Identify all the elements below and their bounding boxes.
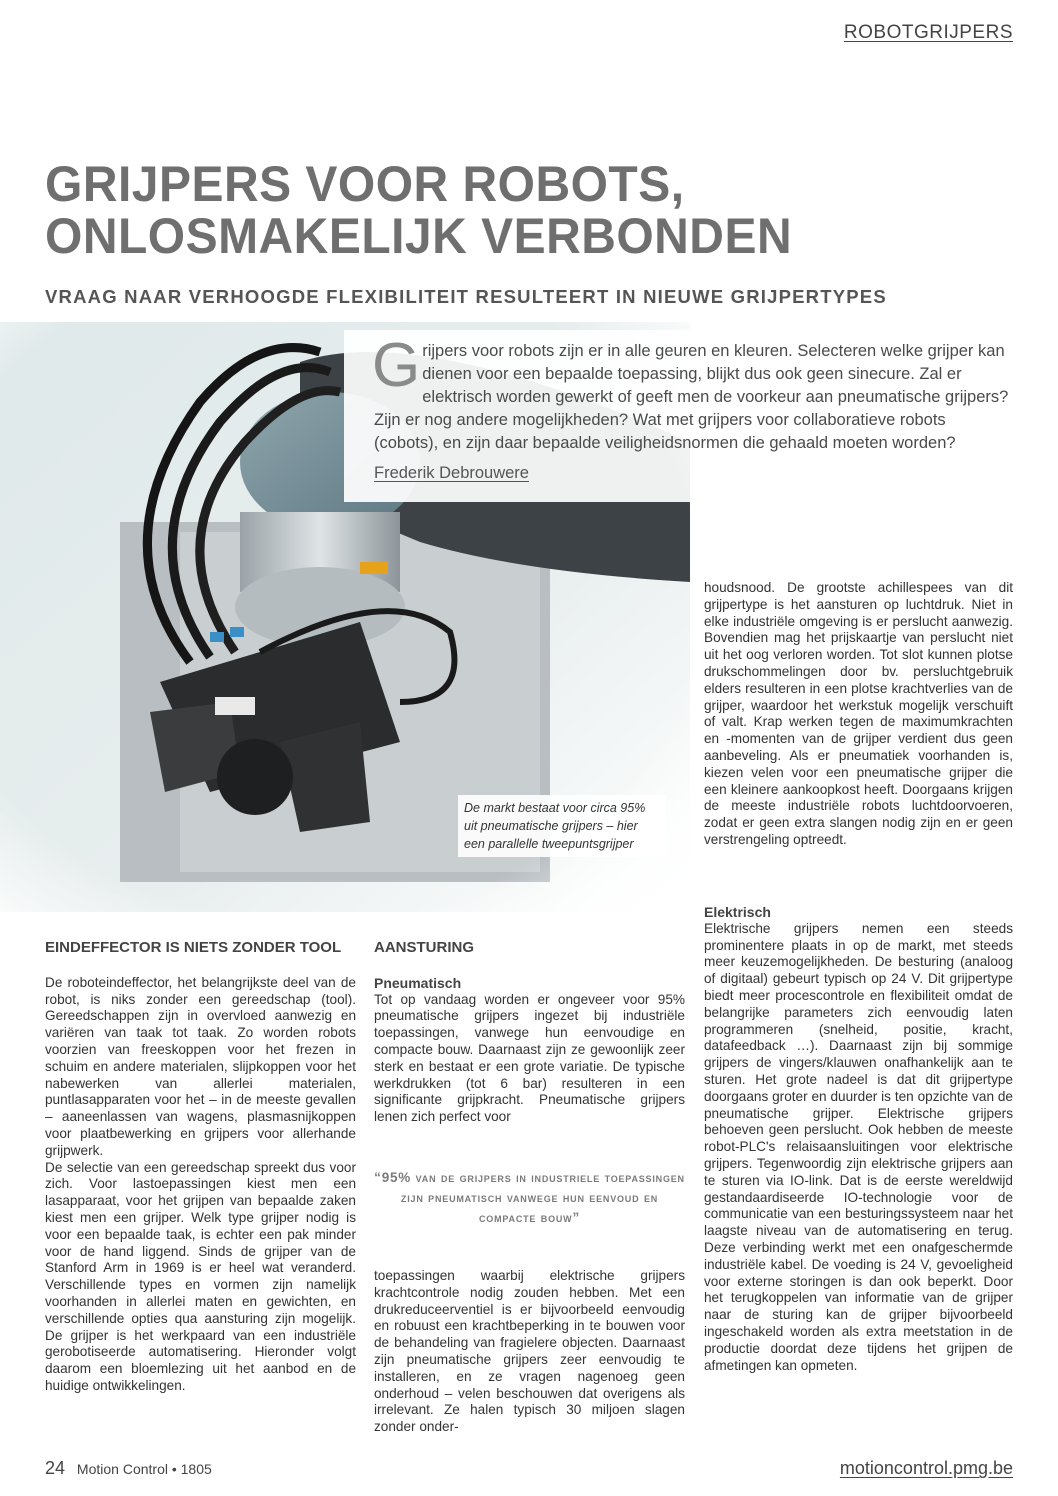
col3-subheading: Elektrisch: [704, 904, 771, 920]
intro-box: [344, 330, 1014, 502]
article-subtitle: VRAAG NAAR VERHOOGDE FLEXIBILITEIT RESULTEERT IN NIEUWE GRIJPERTYPES: [45, 286, 887, 307]
section-tag: ROBOTGRIJPERS: [843, 22, 1013, 43]
col1-paragraph-2: De selectie van een gereedschap spreekt dus voor zich. Voor lastoepassingen kiest men een lasapparaat, voor het grijpen van bepaalde zaken kiest men een grijper. Welk type grijper nodig is voor een bepaalde taak, is echter een pak minder voor de hand liggend. Sinds de grijper van de Stanford Arm in 1969 is er heel wat veranderd. Verschillende types en vormen zijn namelijk voorhanden in allerlei maten en gewichten, en verschillende opties qua aansturing zijn mogelijk. De grijper is het werkpaard van een industriële gerobotiseerde automatisering. Hieronder volgt daarom een bloemlezing uit het aanbod en de huidige ontwikkelingen.: [45, 1159, 356, 1393]
col3-paragraph-2: Elektrische grijpers nemen een steeds prominentere plaats in op de markt, met steeds meer keuzemogelijkheden. De besturing (analoog of digitaal) gebeurt typisch op 24 V. Dit grijpertype biedt meer procescontrole en flexibiliteit omdat de belangrijke parameters zich eenvoudig laten programmeren (snelheid, positie, kracht, datafeedback …). Daarnaast zijn bij sommige grijpers de vingers/klauwen onafhankelijk aan te sturen. Het grote nadeel is dat dit grijpertype doorgaans groter en duurder is ten opzichte van de pneumatische grijper. Elektrische grijpers behoeven geen perslucht. Ook hebben de meeste robot-PLC's relaisaansluitingen voor elektrische grijpers. Tegenwoordig zijn elektrische grijpers aan te sturen via IO-link. Dat is de eerste wereldwijd gestandaardiseerde IO-technologie voor de communicatie van een besturingssysteem naar het laagste niveau van de automatisering en terug. Deze verbinding werkt met een onafgeschermde industriële kabel. De voeding is 24 V, gevoeligheid voor externe storingen is dan ook beperkt. Door het terugkoppelen van informatie van de grijper naar de sturing kan de grijper bijvoorbeeld ingeschakeld worden als extra meetstation in de productie doordat deze tijdens het grijpen de afmetingen kan opmeten.: [704, 920, 1013, 1373]
col3-paragraph-1: houdsnood. De grootste achillespees van dit grijpertype is het aansturen op luchtdruk. Niet in elke industriële omgeving is er perslucht aanwezig. Bovendien mag het prijskaartje van perslucht niet uit het oog verloren worden. Tot slot kunnen plotse drukschommelingen door bv. persluchtgebruik elders resulteren in een plotse krachtverlies van de grijper, waardoor het werkstuk mogelijk verschuift of valt. Krap werken tegen de maximumkrachten en -momenten van de grijper verdient dus geen aanbeveling. Als er pneumatiek voorhanden is, kiezen velen voor een pneumatische grijper die een kleinere aankoopkost heeft. Doorgaans krijgen de meeste industriële robots luchtdoorvoeren, zodat er geen extra slangen nodig zijn en er geen verstrengeling optreedt.: [704, 580, 1013, 847]
drop-cap: G: [372, 331, 421, 400]
author-link[interactable]: Frederik Debrouwere: [374, 464, 529, 482]
col1-heading: EINDEFFECTOR IS NIETS ZONDER TOOL: [45, 939, 342, 956]
column-1: [45, 940, 356, 1395]
col2-paragraph-1: Tot op vandaag worden er ongeveer voor 95% pneumatische grijpers ingezet bij industriële toepassingen, vanwege hun eenvoudige en compacte bouw. Daarnaast zijn ze gewoonlijk zeer sterk en bestaat er een grote variatie. De typische werkdrukken (tot 6 bar) resulteren in een significante grijpkracht. Pneumatische grijpers lenen zich perfect voor: [374, 991, 685, 1125]
column-2-top: [374, 940, 685, 1126]
col2-paragraph-2: toepassingen waarbij elektrische grijpers krachtcontrole nodig zouden hebben. Met een drukreduceerventiel is er bijvoorbeeld eenvoudig en robuust een krachtbeperking in te bouwen voor de behandeling van fragielere objecten. Daarnaast zijn pneumatische grijpers zeer eenvoudig te installeren, en ze vragen nagenoeg geen onderhoud – velen beschouwen dat overigens als irrelevant. Ze halen typisch 30 miljoen slagen zonder onder-: [374, 1268, 685, 1435]
intro-text: rijpers voor robots zijn er in alle geuren en kleuren. Selecteren welke grijper kan dienen voor een bepaalde toepassing, blijkt dus ook geen sinecure. Zal er elektrisch worden gewerkt of geeft men de voorkeur aan pneumatische grijpers? Zijn er nog andere mogelijkheden? Wat met grijpers voor collaboratieve robots (cobots), en zijn daar bepaalde veiligheidsnormen die gehaald moeten worden?: [374, 342, 1009, 452]
col1-paragraph-1: De roboteindeffector, het belangrijkste deel van de robot, is niks zonder een gereedschap (tool). Gereedschappen zijn in overvloed aanwezig en variëren van taak tot taak. Zo worden robots voorzien van freeskoppen voor het frezen in schuim en andere materialen, slijpkoppen voor het nabewerken van allerlei materialen, puntlasapparaten voor het – in de meeste gevallen – aaneenlassen van wagens, plasmasnijkoppen voor plaatbewerking en grijpers voor allerhande grijpwerk.: [45, 974, 356, 1158]
photo-caption: De markt bestaat voor circa 95% uit pneumatische grijpers – hier een parallelle tweepuntsgrijper: [458, 795, 666, 857]
intro-paragraph: [372, 331, 1014, 455]
column-3-top: [704, 580, 1013, 849]
magazine-issue: Motion Control • 1805: [76, 1461, 212, 1477]
footer-url-link[interactable]: motioncontrol.pmg.be: [839, 1458, 1013, 1478]
column-2-bottom: [374, 1268, 685, 1436]
article-title: GRIJPERS VOOR ROBOTS, ONLOSMAKELIJK VERBONDEN: [45, 156, 793, 264]
column-3-bottom: [704, 904, 1013, 1374]
col2-subheading: Pneumatisch: [374, 974, 462, 991]
col2-heading: AANSTURING: [374, 939, 474, 956]
page-number: 24: [45, 1458, 66, 1478]
footer-left: [45, 1458, 212, 1479]
pull-quote: “95% van de grijpers in industriele toepassingen zijn pneumatisch vanwege hun eenvoud en compacte bouw”: [374, 1170, 685, 1225]
